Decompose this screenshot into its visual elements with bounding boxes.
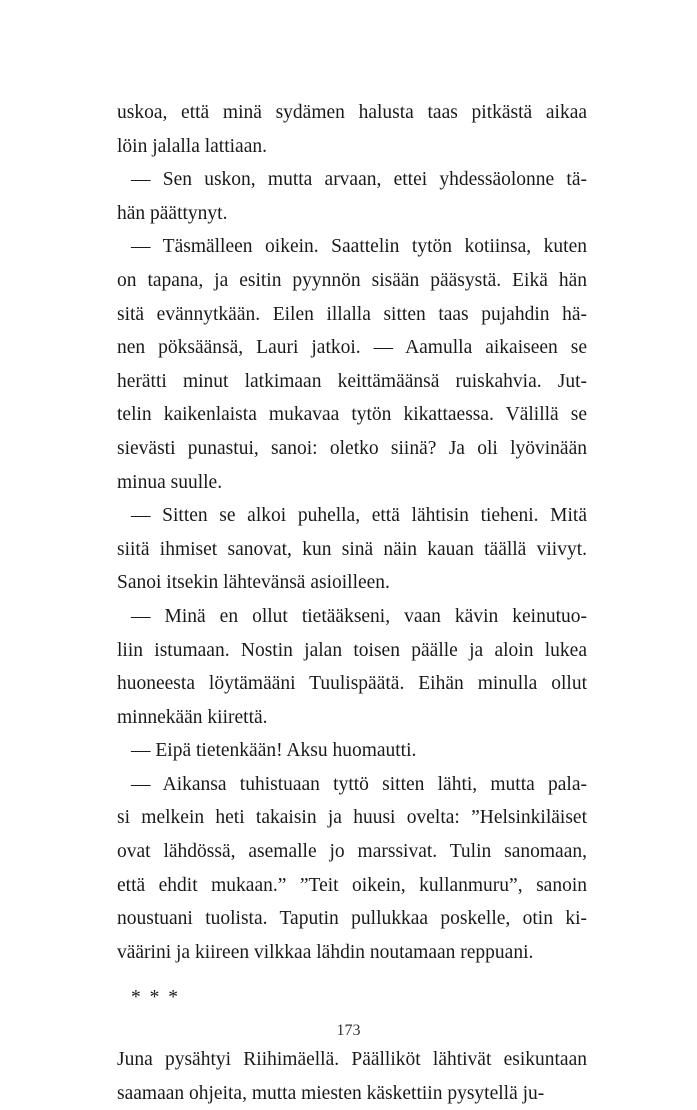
text-line: — Eipä tietenkään! Aksu huomautti.	[131, 740, 417, 762]
text-line: huoneesta löytämääni Tuulispäätä. Eihän minulla ollut	[117, 673, 587, 695]
text-line: — Täsmälleen oikein. Saattelin tytön kotiinsa, kuten	[131, 236, 587, 258]
paragraph	[117, 230, 587, 499]
text-line: si melkein heti takaisin ja huusi ovelta: ”Helsinkiläiset	[117, 807, 587, 829]
page-number: 173	[336, 1022, 361, 1039]
text-line: siitä ihmiset sanovat, kun sinä näin kauan täällä viivyt.	[117, 538, 587, 560]
section-break-ornament: * * *	[131, 987, 180, 1009]
text-line: sievästi punastui, sanoi: oletko siinä? Ja oli lyövinään	[117, 437, 587, 459]
text-line: — Minä en ollut tietääkseni, vaan kävin keinutuo-	[131, 605, 587, 627]
text-line: herätti minut latkimaan keittämäänsä ruiskahvia. Jut-	[117, 370, 587, 392]
paragraph	[117, 734, 587, 768]
text-line: — Aikansa tuhistuaan tyttö sitten lähti, mutta pala-	[131, 773, 587, 795]
text-line: uskoa, että minä sydämen halusta taas pitkästä aikaa	[117, 102, 587, 123]
text-line: saamaan ohjeita, mutta miesten käskettiin pysytellä ju-	[117, 1082, 545, 1104]
text-line: — Sitten se alkoi puhella, että lähtisin tieheni. Mitä	[131, 505, 587, 527]
text-line: Juna pysähtyi Riihimäellä. Päälliköt lähtivät esikuntaan	[117, 1049, 587, 1071]
text-line: nen pöksäänsä, Lauri jatkoi. — Aamulla aikaiseen se	[117, 337, 587, 359]
text-line: löin jalalla lattiaan.	[117, 135, 267, 157]
text-line: että ehdit mukaan.” ”Teit oikein, kullanmuru”, sanoin	[117, 874, 587, 896]
text-block-before-break	[117, 96, 587, 969]
text-line: noustuani tuolista. Taputin pullukkaa poskelle, otin ki-	[117, 908, 587, 930]
text-line: minnekään kiirettä.	[117, 706, 268, 728]
paragraph	[117, 163, 587, 230]
text-line: liin istumaan. Nostin jalan toisen päälle ja aloin lukea	[117, 639, 587, 661]
paragraph	[117, 499, 587, 600]
text-line: minua suulle.	[117, 471, 223, 493]
text-line: Sanoi itsekin lähtevänsä asioilleen.	[117, 572, 390, 594]
text-line: hän päättynyt.	[117, 202, 228, 224]
paragraph	[117, 768, 587, 970]
text-line: on tapana, ja esitin pyynnön sisään pääsystä. Eikä hän	[117, 269, 587, 291]
text-line: ovat lähdössä, asemalle jo marssivat. Tulin sanomaan,	[117, 841, 587, 863]
paragraph	[117, 600, 587, 734]
text-line: telin kaikenlaista mukavaa tytön kikattaessa. Välillä se	[117, 404, 587, 426]
paragraph	[117, 96, 587, 163]
text-line: väärini ja kiireen vilkkaa lähdin noutamaan reppuani.	[117, 941, 534, 963]
text-line: sitä evännytkään. Eilen illalla sitten taas pujahdin hä-	[117, 303, 587, 325]
page-body	[117, 96, 587, 1110]
text-line: — Sen uskon, mutta arvaan, ettei yhdessäolonne tä-	[131, 169, 587, 191]
